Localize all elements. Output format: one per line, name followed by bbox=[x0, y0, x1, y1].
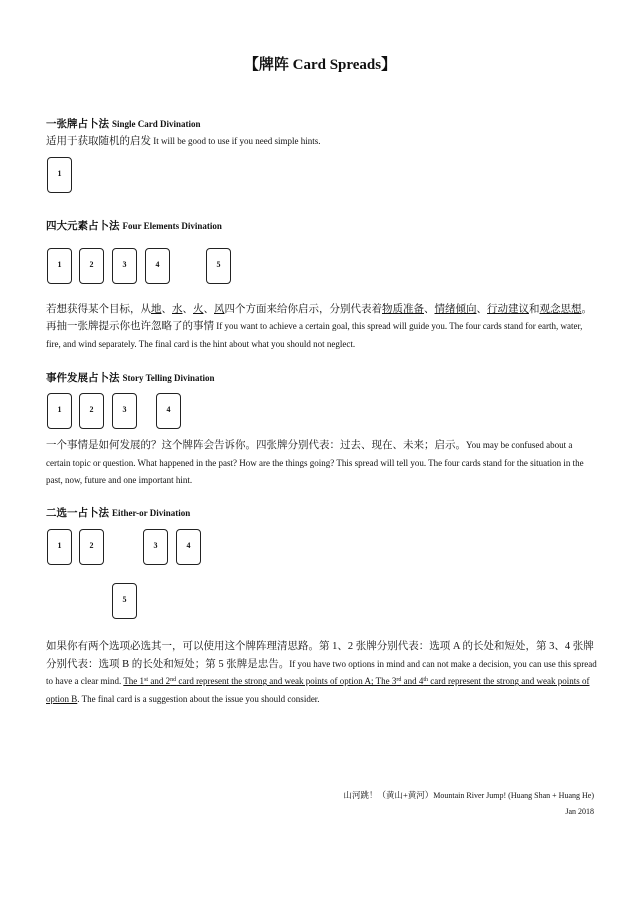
description-chinese: 四个方面来给你启示，分别代表着 bbox=[224, 304, 382, 315]
card-4: 4 bbox=[156, 393, 181, 429]
ordinal-suffix: st bbox=[144, 677, 149, 684]
underlined-text: and 4 bbox=[401, 676, 424, 687]
heading-chinese: 四大元素占卜法 bbox=[46, 221, 120, 232]
page-title: 【牌阵 Card Spreads】 bbox=[243, 57, 397, 73]
section-description bbox=[46, 638, 598, 708]
underlined-term-emotion: 情绪倾向 bbox=[434, 304, 477, 315]
full-stop: 。 bbox=[581, 304, 592, 315]
heading-chinese: 二选一占卜法 bbox=[46, 508, 109, 520]
separator: 、 bbox=[424, 304, 435, 315]
underlined-term-fire: 火 bbox=[193, 304, 204, 315]
description-english: If you want to achieve a certain goal, this spread will guide you. The four cards stand for earth, water, fire, and wind separately. The final card is the hint about what you should not neglect. bbox=[46, 321, 583, 349]
underlined-text: card represent the strong and weak points of option A; The 3 bbox=[176, 676, 397, 687]
description-chinese: 若想获得某个目标，从 bbox=[46, 304, 151, 315]
description-chinese: 适用于获取随机的启发 bbox=[46, 136, 151, 147]
conjunction: 和 bbox=[529, 304, 540, 315]
underlined-term-water: 水 bbox=[172, 304, 183, 315]
card-spread bbox=[46, 393, 598, 429]
heading-english: Story Telling Divination bbox=[122, 373, 215, 384]
section-heading bbox=[46, 505, 598, 522]
description-chinese: 一个事情是如何发展的？这个牌阵会告诉你。四张牌分别代表：过去、现在、未来；启示。 bbox=[46, 440, 466, 452]
section-description bbox=[46, 133, 598, 150]
card-3: 3 bbox=[112, 248, 137, 284]
description-chinese: 再抽一张牌提示你也许忽略了的事情 bbox=[46, 321, 214, 333]
separator: 、 bbox=[203, 304, 214, 315]
heading-english: Four Elements Divination bbox=[122, 221, 222, 231]
card-5: 5 bbox=[206, 248, 231, 284]
section-heading bbox=[46, 370, 598, 387]
underlined-text: card represent the strong and weak points of option B bbox=[46, 676, 590, 704]
separator: 、 bbox=[476, 304, 487, 315]
ordinal-suffix: th bbox=[423, 677, 429, 684]
card-2: 2 bbox=[79, 393, 104, 429]
underlined-term-wind: 风 bbox=[214, 304, 225, 315]
footer bbox=[343, 787, 594, 820]
card-spread bbox=[46, 248, 598, 284]
section-description bbox=[46, 437, 598, 489]
card-5: 5 bbox=[112, 583, 137, 619]
footer-credit bbox=[343, 787, 594, 804]
footer-credit-chinese: 山河跳！（黄山+黄河） bbox=[343, 790, 434, 800]
separator: 、 bbox=[161, 304, 172, 315]
description-chinese: 如果你有两个选项必选其一，可以使用这个牌阵理清思路。第 1、2 张牌分别代表：选项 A 的长处和短处，第 3、4 张牌分别代表：选项 B 的长处和短处；第 5 张牌是忠告。 bbox=[46, 641, 594, 670]
section-single-card bbox=[46, 116, 598, 193]
description-english: . The final card is a suggestion about the issue you should consider. bbox=[77, 693, 320, 704]
card-1: 1 bbox=[47, 157, 72, 193]
card-1: 1 bbox=[47, 393, 72, 429]
footer-date: Jan 2018 bbox=[565, 807, 594, 816]
underlined-text: and 2 bbox=[148, 676, 171, 687]
heading-chinese: 事件发展占卜法 bbox=[46, 373, 120, 385]
heading-english: Single Card Divination bbox=[112, 119, 201, 129]
card-3: 3 bbox=[112, 393, 137, 429]
ordinal-suffix: rd bbox=[396, 677, 402, 684]
underlined-term-thought: 观念思想 bbox=[539, 304, 582, 315]
underlined-term-earth: 地 bbox=[151, 304, 162, 315]
card-1: 1 bbox=[47, 248, 72, 284]
card-spread-top-row bbox=[46, 529, 598, 565]
document-content bbox=[46, 116, 598, 708]
section-four-elements bbox=[46, 218, 598, 353]
section-either-or bbox=[46, 505, 598, 708]
heading-english: Either-or Divination bbox=[112, 508, 191, 519]
section-description bbox=[46, 301, 598, 353]
underlined-term-action: 行动建议 bbox=[487, 304, 529, 315]
section-story-telling bbox=[46, 370, 598, 489]
card-2: 2 bbox=[79, 529, 104, 565]
section-heading bbox=[46, 116, 598, 133]
description-english: If you have two options in mind and can not make a decision, you can use this spread to have a clear mind. bbox=[46, 658, 597, 687]
underlined-text: The 1 bbox=[123, 676, 145, 687]
ordinal-suffix: nd bbox=[170, 677, 177, 684]
card-3: 3 bbox=[143, 529, 168, 565]
card-spread-bottom-row bbox=[46, 583, 598, 619]
footer-credit-english: Mountain River Jump! (Huang Shan + Huang He) bbox=[433, 791, 594, 800]
underlined-term-material: 物质准备 bbox=[382, 304, 424, 315]
card-1: 1 bbox=[47, 529, 72, 565]
section-heading bbox=[46, 218, 598, 235]
separator: 、 bbox=[182, 304, 193, 315]
description-english: You may be confused about a certain topic or question. What happened in the past? How are the things going? This spread will tell you. The four cards stand for the situation in the past, now, future and one important hint. bbox=[46, 440, 584, 486]
card-4: 4 bbox=[145, 248, 170, 284]
card-spread bbox=[46, 157, 598, 193]
card-2: 2 bbox=[79, 248, 104, 284]
heading-chinese: 一张牌占卜法 bbox=[46, 119, 109, 130]
description-english: It will be good to use if you need simple hints. bbox=[151, 136, 321, 146]
card-4: 4 bbox=[176, 529, 201, 565]
